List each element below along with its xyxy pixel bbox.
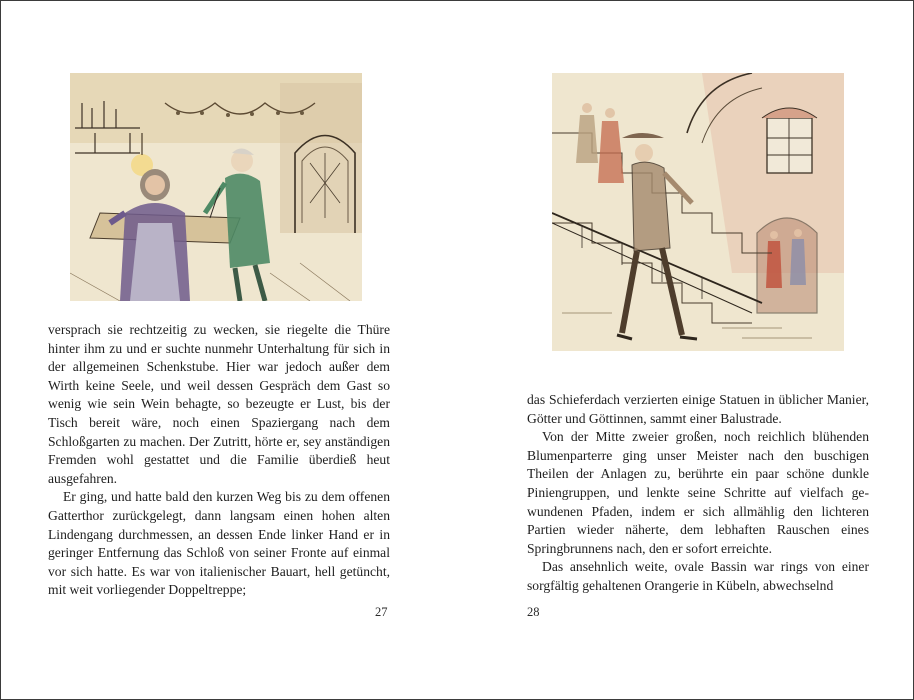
paragraph: Das ansehnlich weite, ovale Bassin war rings von einer sorgfältig gehaltenen Orangerie in Kübeln, abwechselnd [527, 559, 869, 593]
left-page-text [48, 321, 390, 600]
paragraph: Er ging, und hatte bald den kurzen Weg bis zu dem offenen Gatterthor zurückgelegt, dann langsam einen hohen alten Lindengang durchmessen, an dessen Ende linker Hand er in geringer Entfernung das Schloß von seiner Fronte auf einmal vor sich hatte. Es war von italienischer Bauart, hell getüncht, mit weit vorliegender Doppeltreppe; [48, 489, 390, 598]
right-page-text [527, 391, 869, 596]
paragraph: Von der Mitte zweier großen, noch reichlich blühenden Blumenparterre ging unser Meister nach den buschigen Theilen der Anlagen zu, berührte ein paar schöne dunkle Piniengruppen, und lenkte seine Schritte auf vielfach gewundenen Pfaden, indem er sich allmählig den lichteren Partien wieder näherte, dem lebhaften Rauschen eines Springbrunnens nach, den er sofort erreichte. [527, 429, 869, 556]
left-page [1, 1, 457, 699]
paragraph: das Schieferdach verzierten einige Statuen in üblicher Manier, Götter und Göttinnen, sammt einer Balustrade. [527, 392, 869, 426]
paragraph: versprach sie rechtzeitig zu wecken, sie riegelte die Thüre hinter ihm zu und er suchte nunmehr Unterhaltung für sich in der allgemeinen Schenkstube. Hier war jedoch außer dem Wirth keine Seele, und weil dessen Gespräch dem Gast so wenig wie sein Wein behagte, so bezeugte er Lust, bis der Tisch bereit wäre, noch einen Spaziergang nach dem Schloßgarten zu machen. Der Zutritt, hörte er, sey anständigen Fremden wohl gestattet und die Familie überdieß heut ausgefahren. [48, 322, 390, 486]
page-number: 28 [527, 605, 540, 619]
page-number: 27 [375, 605, 388, 619]
right-page [457, 1, 913, 699]
tavern-scene-illustration [70, 73, 362, 301]
tavern-scene-icon [70, 73, 362, 301]
castle-staircase-scene-icon [552, 73, 844, 351]
castle-staircase-illustration [552, 73, 844, 351]
